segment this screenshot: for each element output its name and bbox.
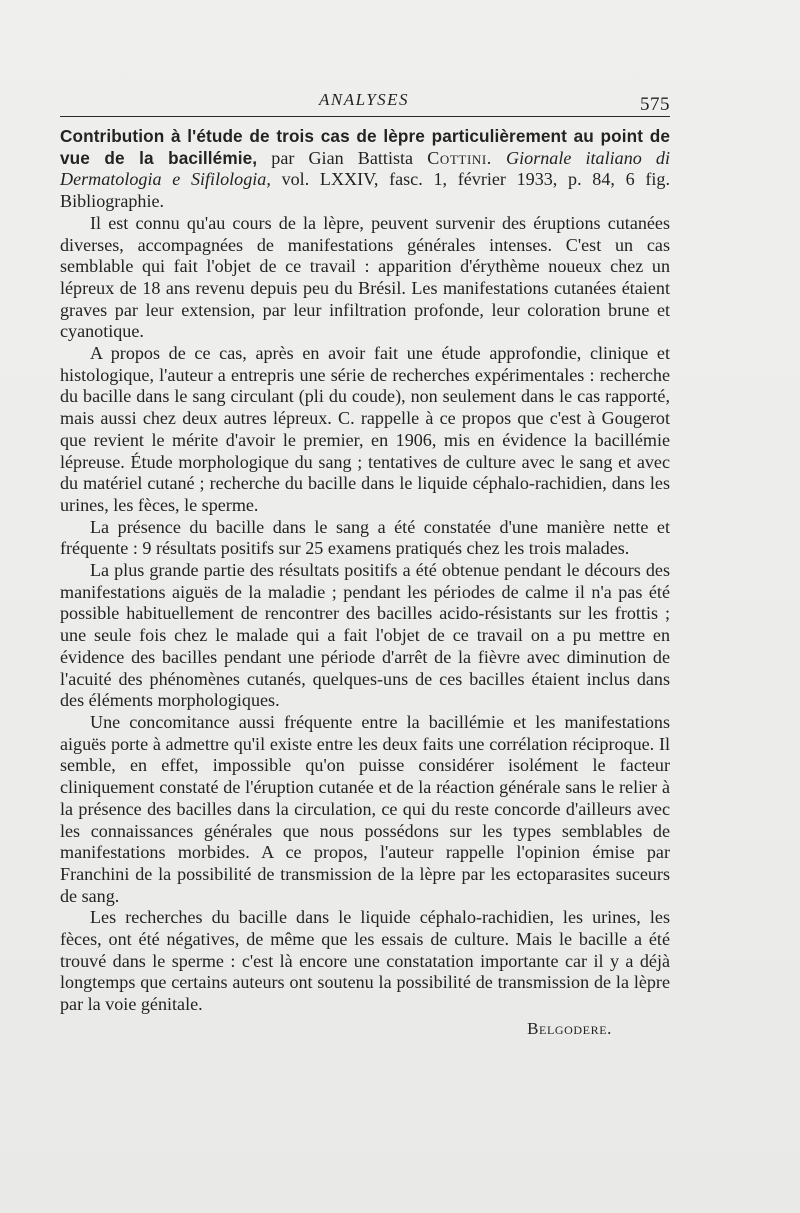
page-number: 575	[640, 94, 670, 115]
review-article	[60, 126, 670, 1040]
article-header	[60, 126, 670, 213]
reviewer-signature: Belgodere.	[527, 1018, 612, 1038]
running-head	[60, 90, 670, 115]
header-rule	[60, 116, 670, 117]
citation-details: vol. LXXIV, fasc. 1, février 1933, p. 84, 6 fig. Bibliographie.	[60, 169, 670, 212]
journal-title: Giornale italiano di Dermatologia e Sifilologia,	[60, 147, 670, 190]
body-paragraph: Il est connu qu'au cours de la lèpre, peuvent survenir des éruptions cutanées diverses, accompagnées de manifestations générales intenses. C'est un cas semblable qui fait l'objet de ce travail : apparition d'érythème noueux chez un lépreux de 18 ans revenu depuis peu du Brésil. Les manifestations cutanées étaient graves par leur extension, par leur infiltration profonde, leur coloration brune et cyanotique.	[60, 212, 670, 342]
body-paragraph: Une concomitance aussi fréquente entre la bacillémie et les manifestations aiguës porte à admettre qu'il existe entre les deux faits une corrélation réciproque. Il semble, en effet, impossible qu'on puisse considérer isolément le facteur cliniquement constaté de l'éruption cutanée et de la réaction générale sans le relier à la présence des bacilles dans la circulation, ce qui du reste concorde d'ailleurs avec les connaissances générales que nous possédons sur les types semblables de manifestations morbides. A ce propos, l'auteur rappelle l'opinion émise par Franchini de la possibilité de transmission de la lèpre par les ectoparasites suceurs de sang.	[60, 711, 670, 906]
author-name: Cottini.	[427, 147, 492, 168]
article-title: Contribution à l'étude de trois cas de lèpre particulièrement au point de vue de la bacillémie,	[60, 126, 670, 168]
author-prefix: par Gian Battista	[271, 147, 414, 168]
body-paragraph: A propos de ce cas, après en avoir fait une étude approfondie, clinique et histologique, l'auteur a entrepris une série de recherches expérimentales : recherche du bacille dans le sang circulant (pli du coude), non seulement dans le cas rapporté, mais aussi chez deux autres lépreux. C. rappelle à ce propos que c'est à Gougerot que revient le mérite d'avoir le premier, en 1906, mis en évidence la bacillémie lépreuse. Étude morphologique du sang ; tentatives de culture avec le sang et avec du matériel cutané ; recherche du bacille dans le liquide céphalo-rachidien, dans les urines, les fèces, le sperme.	[60, 343, 670, 515]
body-paragraph: La présence du bacille dans le sang a été constatée d'une manière nette et fréquente : 9 résultats positifs sur 25 examens pratiqués chez les trois malades.	[60, 516, 670, 559]
running-title: ANALYSES	[318, 90, 410, 109]
body-paragraph: La plus grande partie des résultats positifs a été obtenue pendant le décours des manifestations aiguës de la maladie ; pendant les périodes de calme il n'a pas été possible habituellement de rencontrer des bacilles acido-résistants sur les frottis ; une seule fois chez le malade qui a fait l'objet de ce travail on a pu mettre en évidence des bacilles pendant une période d'arrêt de la fièvre avec diminution de l'acuité des phénomènes cutanés, quelques-uns de ces bacilles étaient inclus dans des éléments morphologiques.	[60, 560, 670, 711]
body-paragraph: Les recherches du bacille dans le liquide céphalo-rachidien, les urines, les fèces, ont été négatives, de même que les essais de culture. Mais le bacille a été trouvé dans le sperme : c'est là encore une constatation importante car il y a déjà longtemps que certains auteurs ont soutenu la possibilité de transmission de la lèpre par la voie génitale.	[60, 907, 670, 1015]
